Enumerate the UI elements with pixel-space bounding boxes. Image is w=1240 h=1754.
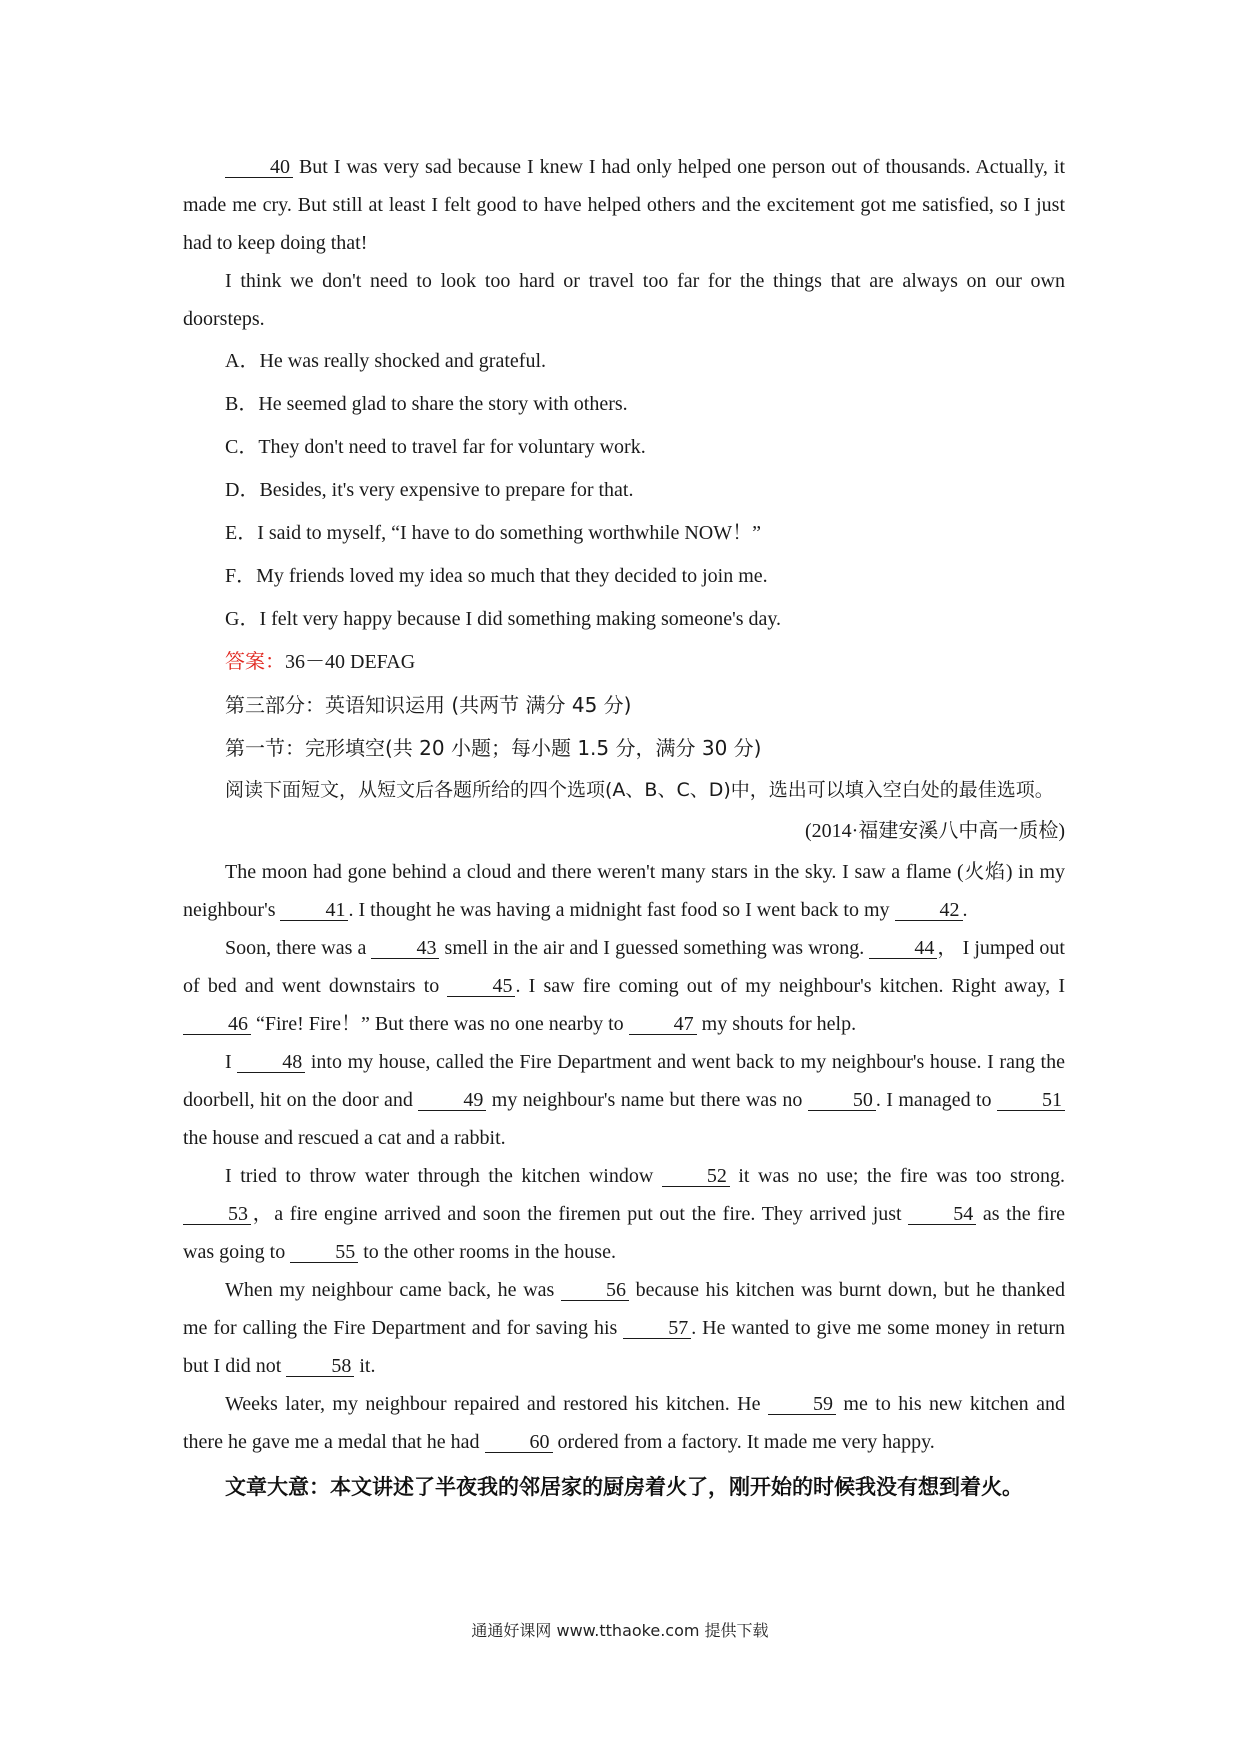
section-title: 第三部分：英语知识运用 (共两节 满分 45 分) xyxy=(225,693,632,717)
option-b: B．He seemed glad to share the story with others. xyxy=(225,393,628,415)
blank-58: 58 xyxy=(286,1356,354,1377)
option-d: D．Besides, it's very expensive to prepare for that. xyxy=(225,479,634,501)
text-run: because his kitchen was burnt down, but he thanked me for calling the Fire Department and for saving his xyxy=(183,1279,1065,1339)
cloze-paragraph xyxy=(183,1043,1065,1157)
text-run: . I saw fire coming out of my neighbour's kitchen. Right away, I xyxy=(515,975,1066,997)
blank-51: 51 xyxy=(997,1090,1065,1111)
blank-59: 59 xyxy=(768,1394,836,1415)
text-run: it. xyxy=(354,1355,376,1377)
options-list xyxy=(183,340,1065,641)
cloze-paragraph xyxy=(183,1157,1065,1271)
option-a: A．He was really shocked and grateful. xyxy=(225,350,546,372)
text-run: The moon had gone behind a cloud and there weren't many stars in the sky. I saw a flame (火焰) in my neighbour's xyxy=(183,861,1065,921)
blank-41: 41 xyxy=(280,900,348,921)
blank-44: 44 xyxy=(869,938,937,959)
page-footer: 通通好课网 www.tthaoke.com 提供下载 xyxy=(471,1621,769,1640)
blank-56: 56 xyxy=(561,1280,629,1301)
blank-57: 57 xyxy=(623,1318,691,1339)
text-run: When my neighbour came back, he was xyxy=(225,1279,561,1301)
text-run: . He wanted to give me some money in return but I did not xyxy=(183,1317,1065,1377)
text-run: into my house, called the Fire Department and went back to my neighbour's house. I rang the doorbell, hit on the door and xyxy=(183,1051,1065,1111)
blank-52: 52 xyxy=(662,1166,730,1187)
source-note: (2014·福建安溪八中高一质检) xyxy=(805,820,1065,842)
paragraph-text: But I was very sad because I knew I had only helped one person out of thousands. Actually, it made me cry. But still at least I felt good to have helped others and the excitement got me satisfied, so I just had to keep doing that! xyxy=(183,156,1065,254)
document-page xyxy=(183,148,1065,1507)
blank-48: 48 xyxy=(237,1052,305,1073)
option-g: G．I felt very happy because I did something making someone's day. xyxy=(225,608,782,630)
blank-60: 60 xyxy=(485,1432,553,1453)
cloze-paragraph xyxy=(183,853,1065,929)
option-e: E．I said to myself, “I have to do something worthwhile NOW！” xyxy=(225,522,761,544)
text-run: Soon, there was a xyxy=(225,937,372,959)
passage-paragraph xyxy=(183,148,1065,262)
text-run: me to his new kitchen and there he gave me a medal that he had xyxy=(183,1393,1066,1453)
cloze-paragraph xyxy=(183,929,1065,1043)
blank-46: 46 xyxy=(183,1014,251,1035)
text-run: the house and rescued a cat and a rabbit. xyxy=(183,1127,506,1149)
text-run: ，a fire engine arrived and soon the firemen put out the fire. They arrived just xyxy=(251,1203,909,1225)
text-run: “Fire! Fire！” But there was no one nearby to xyxy=(251,1013,629,1035)
blank-55: 55 xyxy=(290,1242,358,1263)
section-subtitle: 第一节：完形填空(共 20 小题；每小题 1.5 分，满分 30 分) xyxy=(225,736,762,760)
text-run: . xyxy=(962,899,968,921)
answer-label: 答案： xyxy=(225,651,285,673)
answer-value: 36－40 DEFAG xyxy=(285,651,416,673)
text-run: . I thought he was having a midnight fast food so I went back to my xyxy=(348,899,895,921)
text-run: as the fire was going to xyxy=(183,1203,1065,1263)
text-run: ， I jumped out of bed and went downstairs to xyxy=(183,937,1065,997)
option-c: C．They don't need to travel far for voluntary work. xyxy=(225,436,646,458)
blank-40: 40 xyxy=(225,157,293,178)
text-run: Weeks later, my neighbour repaired and restored his kitchen. He xyxy=(225,1393,768,1415)
text-run: to the other rooms in the house. xyxy=(358,1241,616,1263)
blank-45: 45 xyxy=(447,976,515,997)
blank-42: 42 xyxy=(895,900,963,921)
paragraph-text: I think we don't need to look too hard or travel too far for the things that are always on our own doorsteps. xyxy=(183,270,1065,330)
answer-key xyxy=(183,641,1065,684)
blank-43: 43 xyxy=(371,938,439,959)
blank-53: 53 xyxy=(183,1204,251,1225)
text-run: my shouts for help. xyxy=(696,1013,857,1035)
text-run: ordered from a factory. It made me very happy. xyxy=(552,1431,935,1453)
blank-50: 50 xyxy=(808,1090,876,1111)
option-f: F．My friends loved my idea so much that they decided to join me. xyxy=(225,565,768,587)
passage-paragraph xyxy=(183,262,1065,338)
article-summary: 文章大意：本文讲述了半夜我的邻居家的厨房着火了，刚开始的时候我没有想到着火。 xyxy=(225,1475,1023,1499)
text-run: I xyxy=(225,1051,238,1073)
text-run: it was no use; the fire was too strong. xyxy=(729,1165,1066,1187)
blank-54: 54 xyxy=(908,1204,976,1225)
text-run: my neighbour's name but there was no xyxy=(486,1089,808,1111)
instruction-text: 阅读下面短文，从短文后各题所给的四个选项(A、B、C、D)中，选出可以填入空白处的最佳选项。 xyxy=(225,779,1054,801)
text-run: I tried to throw water through the kitchen window xyxy=(225,1165,662,1187)
text-run: . I managed to xyxy=(875,1089,997,1111)
blank-49: 49 xyxy=(418,1090,486,1111)
cloze-paragraph xyxy=(183,1385,1065,1461)
text-run: smell in the air and I guessed something was wrong. xyxy=(439,937,870,959)
cloze-paragraph xyxy=(183,1271,1065,1385)
blank-47: 47 xyxy=(629,1014,697,1035)
